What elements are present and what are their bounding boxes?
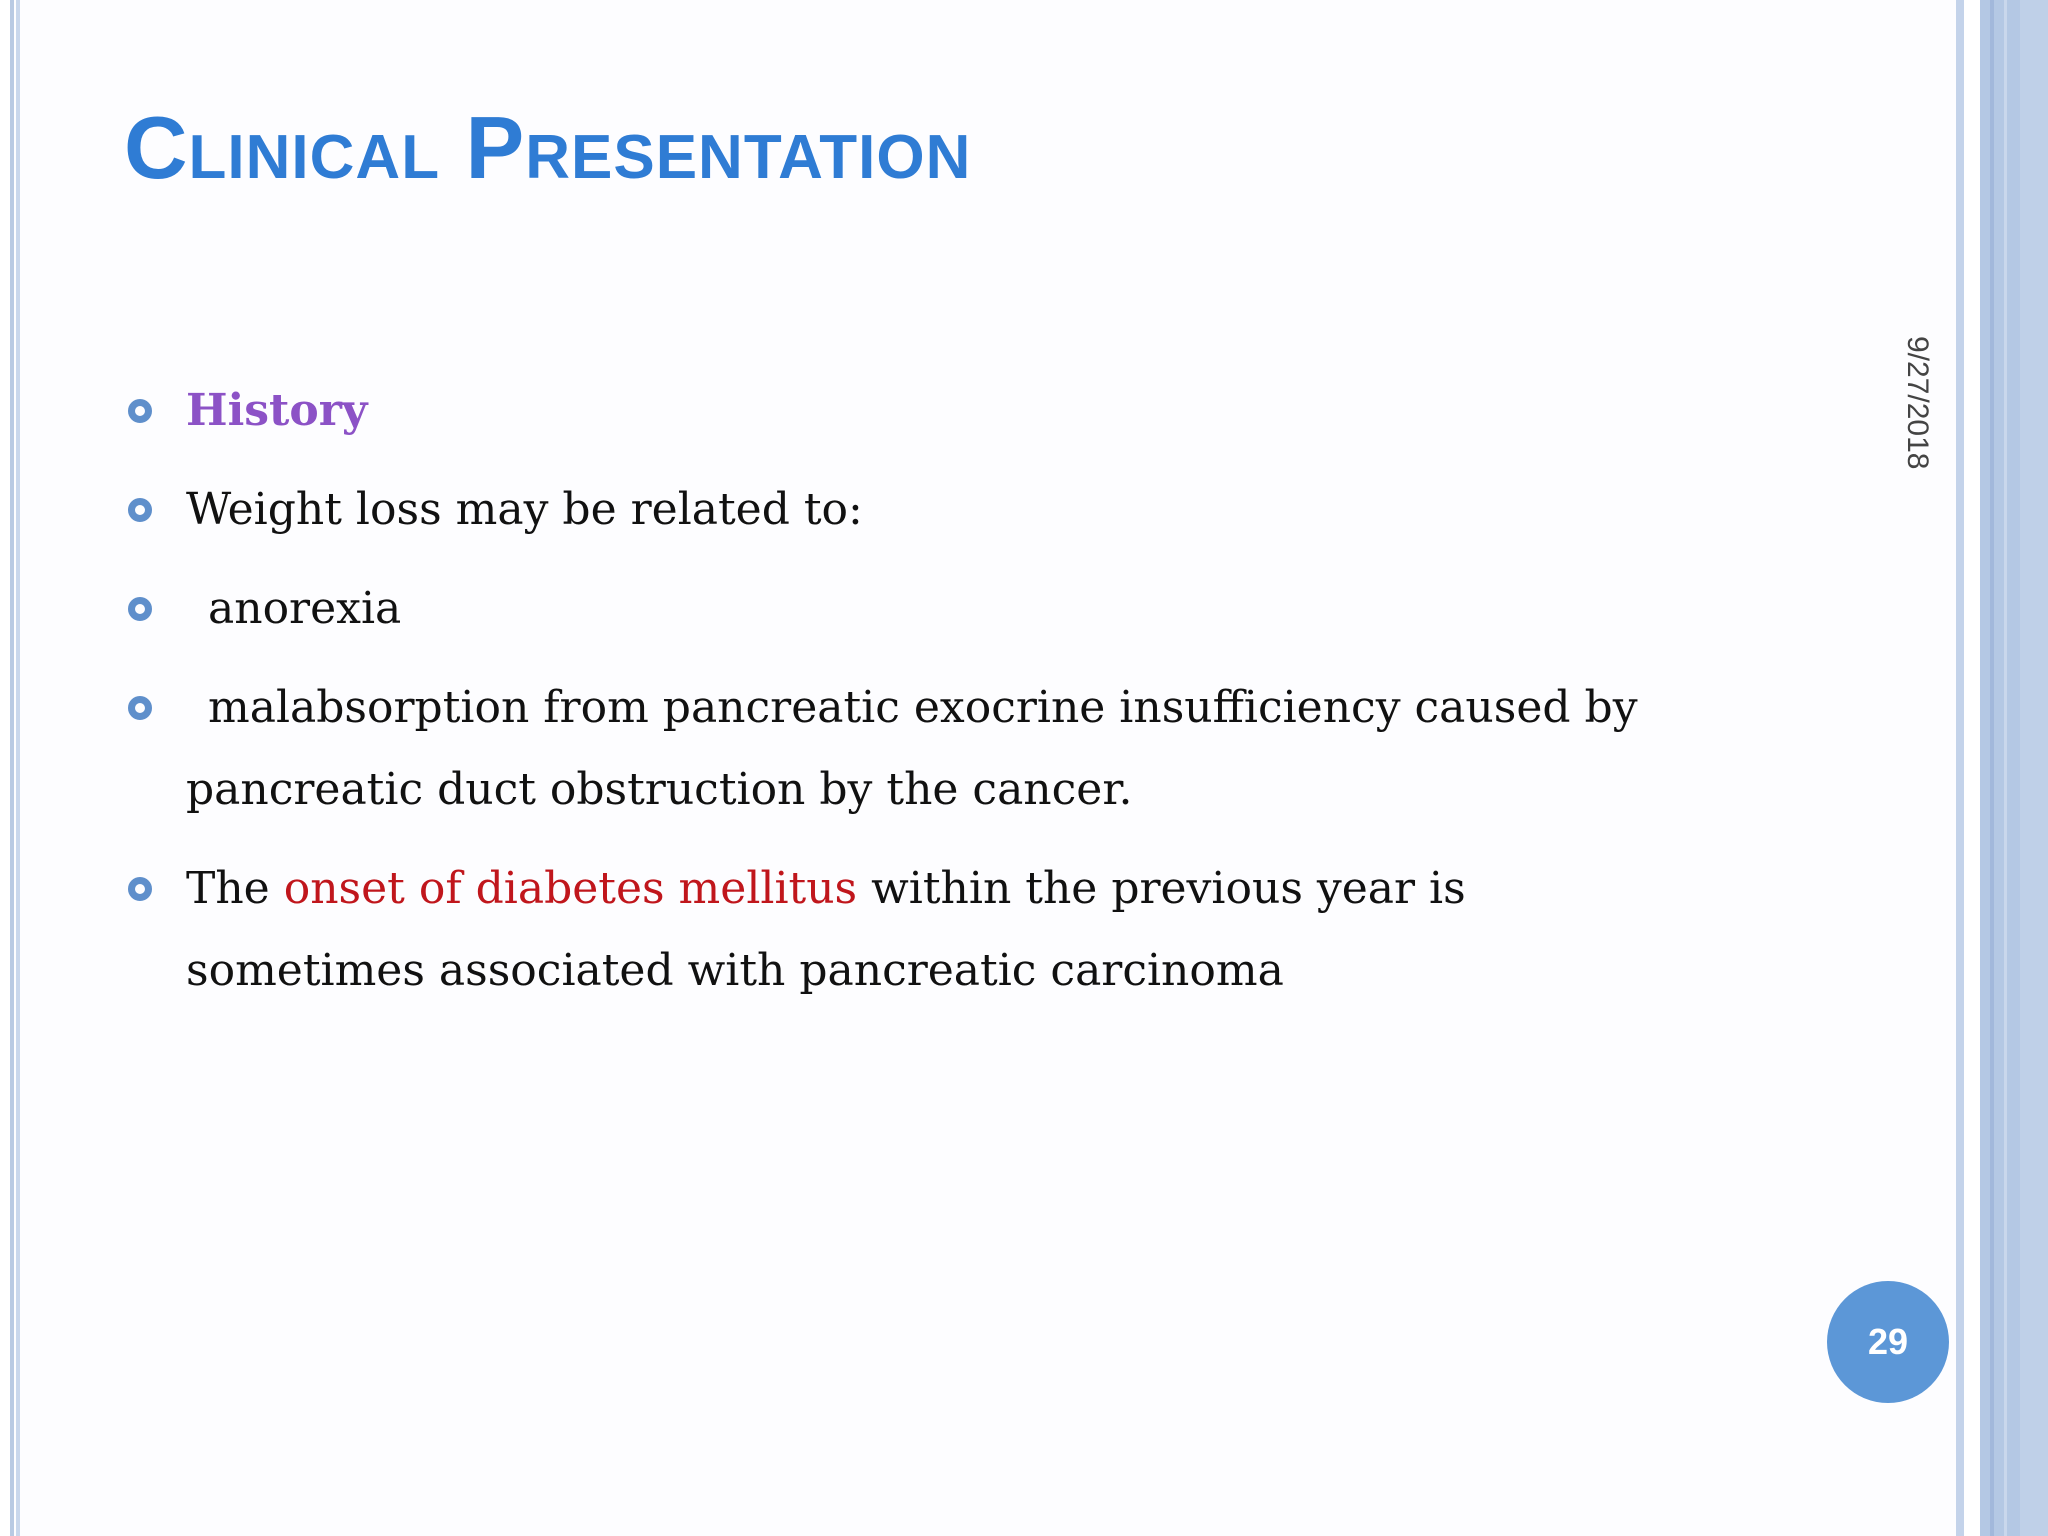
bullet-ring-icon (128, 498, 152, 522)
bullet-text: Weight loss may be related to: (186, 484, 863, 535)
left-border (0, 0, 10, 1536)
bullet-text: malabsorption from pancreatic exocrine insufficiency caused by pancreatic duct obstruction by the cancer. (186, 682, 1638, 815)
bullet-list (124, 370, 1684, 1029)
bullet-item (124, 568, 1684, 650)
bullet-highlight: onset of diabetes mellitus (283, 863, 858, 914)
bullet-ring-icon (128, 399, 152, 423)
bullet-item (124, 370, 1684, 452)
bullet-item (124, 848, 1684, 1012)
right-border-gap (1964, 0, 1980, 1536)
bullet-text-prefix: The (186, 863, 284, 914)
right-border-stripe (2020, 0, 2048, 1536)
right-border-stripe (1956, 0, 1964, 1536)
slide-title: Clinical Presentation (124, 98, 972, 197)
bullet-text: anorexia (208, 583, 402, 634)
bullet-ring-icon (128, 877, 152, 901)
right-border-line (2004, 0, 2007, 1536)
right-border-line (1990, 0, 1994, 1536)
bullet-ring-icon (128, 696, 152, 720)
page-number-badge: 29 (1827, 1281, 1949, 1403)
bullet-item (124, 469, 1684, 551)
bullet-item (124, 667, 1684, 831)
bullet-ring-icon (128, 597, 152, 621)
left-border-line (16, 0, 20, 1536)
left-border-line (10, 0, 14, 1536)
slide-date: 9/27/2018 (1901, 336, 1934, 470)
bullet-text-suffix: within the previous year is sometimes associated with pancreatic carcinoma (186, 863, 1466, 996)
bullet-text: History (186, 385, 368, 436)
